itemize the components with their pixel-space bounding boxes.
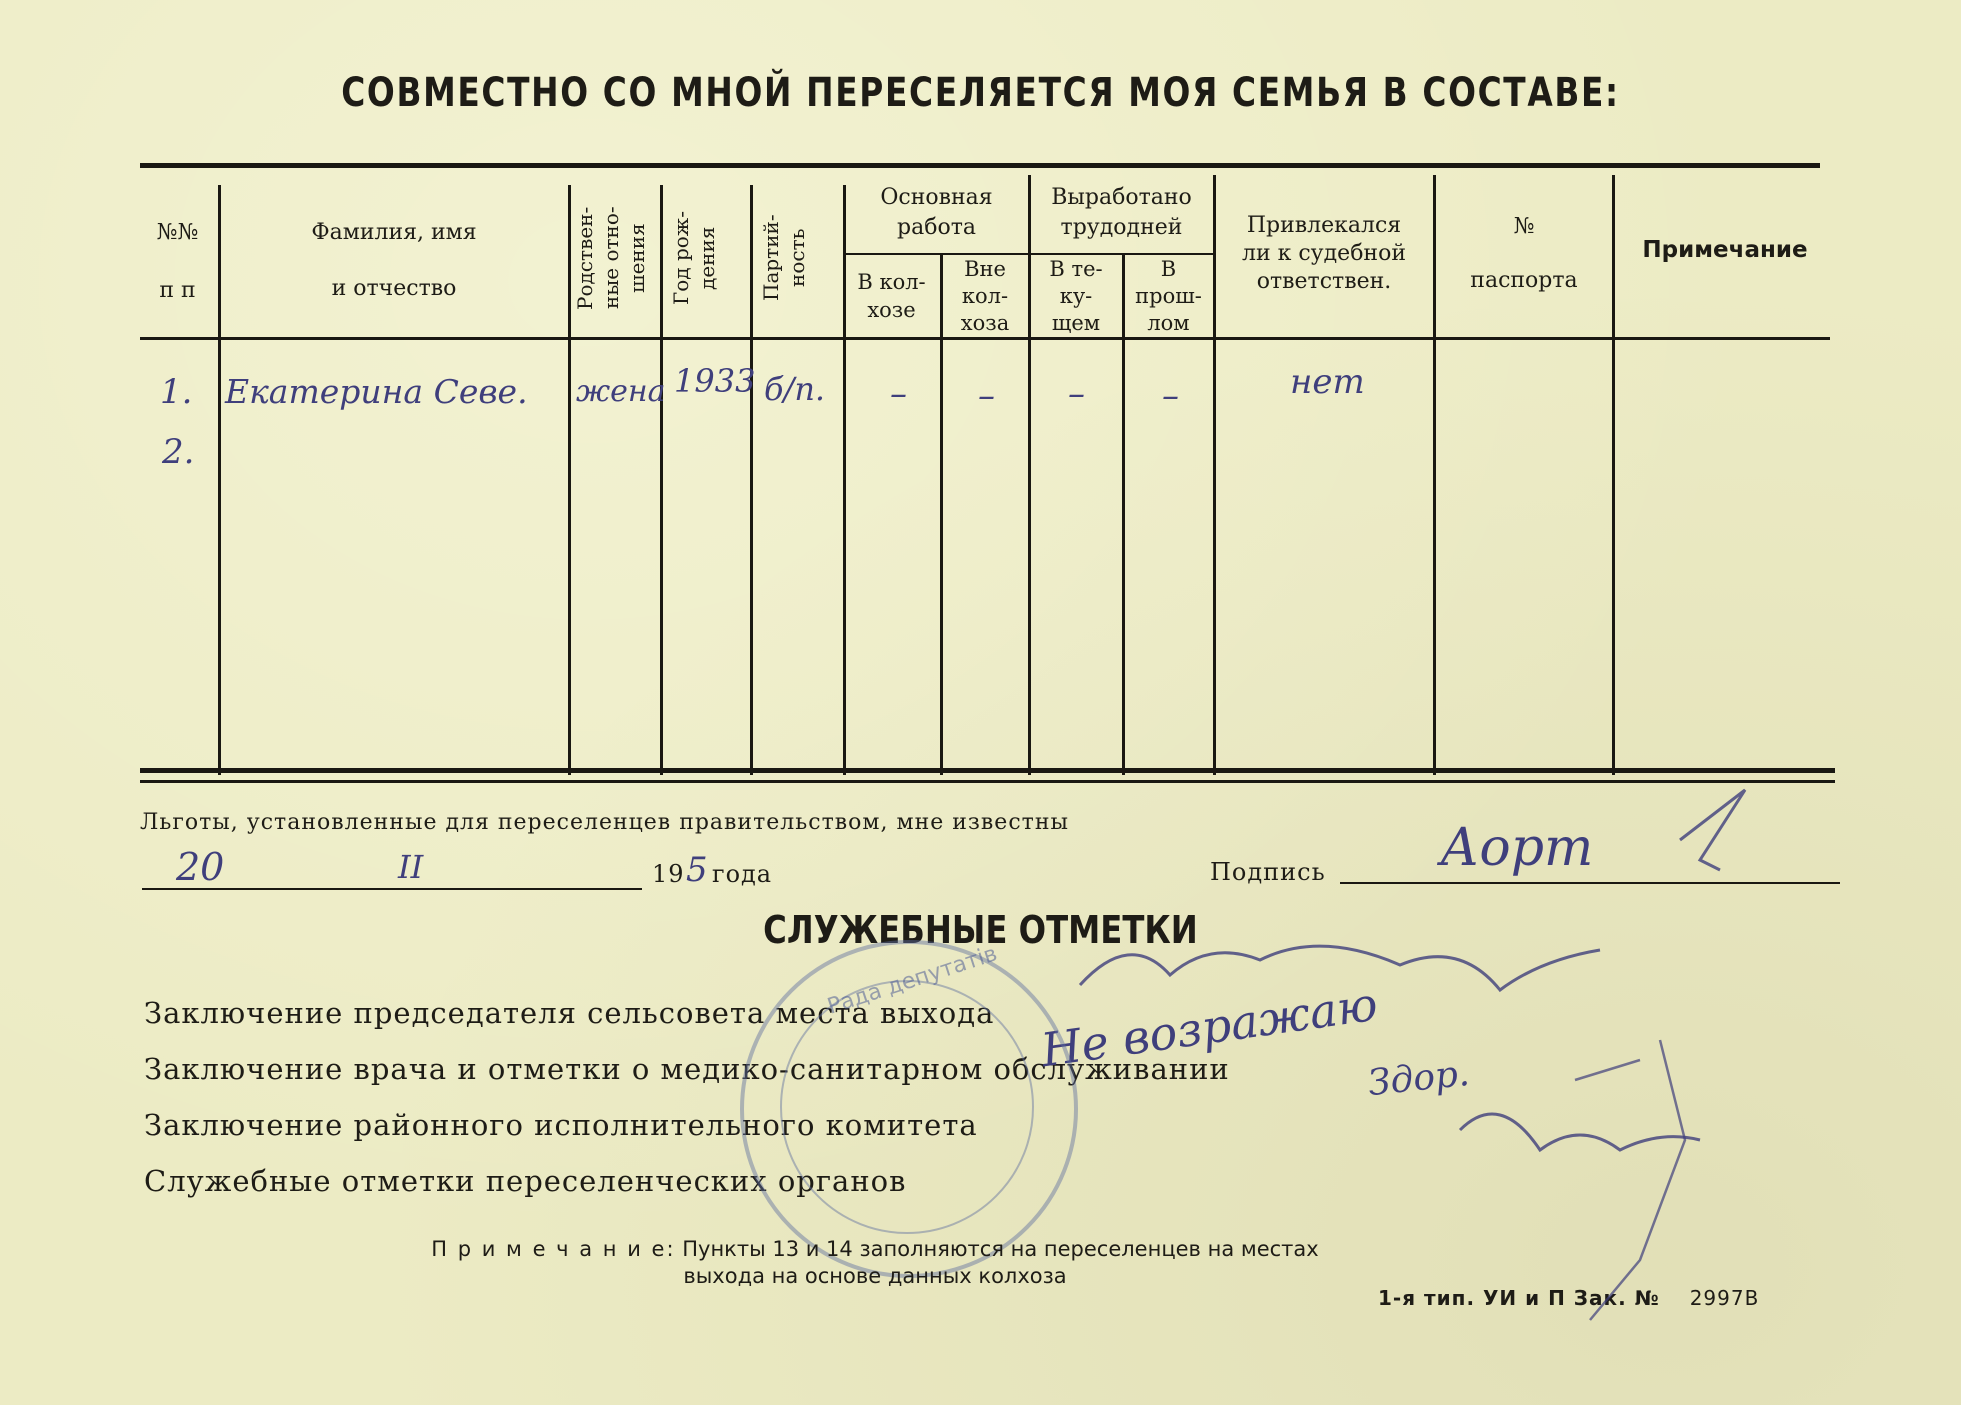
row1-current: – [1068, 374, 1085, 414]
note-text-1: Пункты 13 и 14 заполняются на переселенцев на местах [682, 1237, 1319, 1261]
row1-birth: 1933 [674, 362, 756, 400]
header-relation: Родствен- ные отно- шения [573, 206, 649, 310]
date-year-prefix: 19 [652, 860, 685, 888]
row1-court: нет [1290, 362, 1365, 402]
service-line-3: Заключение районного исполнительного комитета [144, 1108, 978, 1142]
date-day: 20 [176, 845, 225, 889]
signature-label: Подпись [1210, 858, 1326, 886]
service-line-1: Заключение председателя сельсовета места выхода [144, 996, 995, 1030]
header-name-bottom: и отчество [331, 276, 457, 301]
header-birth: Год рож- дения [669, 211, 719, 305]
service-line-4: Служебные отметки переселенческих органов [144, 1164, 907, 1198]
handwritten-note-2: Здор. [1366, 1052, 1472, 1105]
row1-relation: жена [576, 374, 666, 409]
header-remark: Примечание [1642, 237, 1808, 263]
service-line-2: Заключение врача и отметки о медико-санитарном обслуживании [144, 1052, 1230, 1086]
printer-label: 1-я тип. УИ и П Зак. № [1378, 1286, 1660, 1310]
printer-number: 2997В [1689, 1286, 1760, 1310]
form-title: СОВМЕСТНО СО МНОЙ ПЕРЕСЕЛЯЕТСЯ МОЯ СЕМЬЯ В СОСТАВЕ: [341, 70, 1620, 116]
header-past-label: В прош- лом [1135, 257, 1202, 335]
header-workdays-label: Выработано трудодней [1051, 185, 1192, 240]
date-year-hand: 5 [686, 850, 708, 890]
header-court-label: Привлекался ли к судебной ответствен. [1241, 213, 1407, 294]
row1-out-kolkhoz: – [978, 376, 995, 416]
header-main-work-label: Основная работа [880, 185, 993, 240]
header-passport-top: № [1513, 214, 1535, 239]
header-in-kolkhoz-label: В кол- хозе [857, 270, 926, 322]
date-month: II [398, 848, 424, 886]
signature: Аорт [1440, 818, 1594, 878]
row1-party: б/п. [764, 370, 826, 408]
service-title: СЛУЖЕБНЫЕ ОТМЕТКИ [763, 908, 1198, 952]
benefits-text: Льготы, установленные для переселенцев правительством, мне известны [140, 810, 1069, 835]
header-current-label: В те- ку- щем [1049, 257, 1103, 335]
handwritten-note-1: Не возражаю [1037, 976, 1381, 1078]
header-passport-bottom: паспорта [1470, 268, 1578, 293]
row1-in-kolkhoz: – [890, 374, 907, 414]
header-name-top: Фамилия, имя [311, 220, 477, 245]
row1-name: Екатерина Севе. [225, 372, 528, 411]
date-year-suffix: года [712, 860, 773, 888]
header-out-kolkhoz-label: Вне кол- хоза [960, 257, 1010, 335]
header-num-top: №№ [156, 220, 199, 245]
row1-past: – [1162, 376, 1179, 416]
header-party: Партий- ность [759, 214, 809, 302]
note-text-2: выхода на основе данных колхоза [683, 1264, 1067, 1288]
row2-num: 2. [162, 432, 195, 472]
row1-num: 1. [160, 372, 193, 412]
note-label: П р и м е ч а н и е: [431, 1237, 676, 1261]
stamp-text: Рада депутатів [824, 941, 1001, 1020]
header-num-bottom: п п [159, 278, 196, 303]
